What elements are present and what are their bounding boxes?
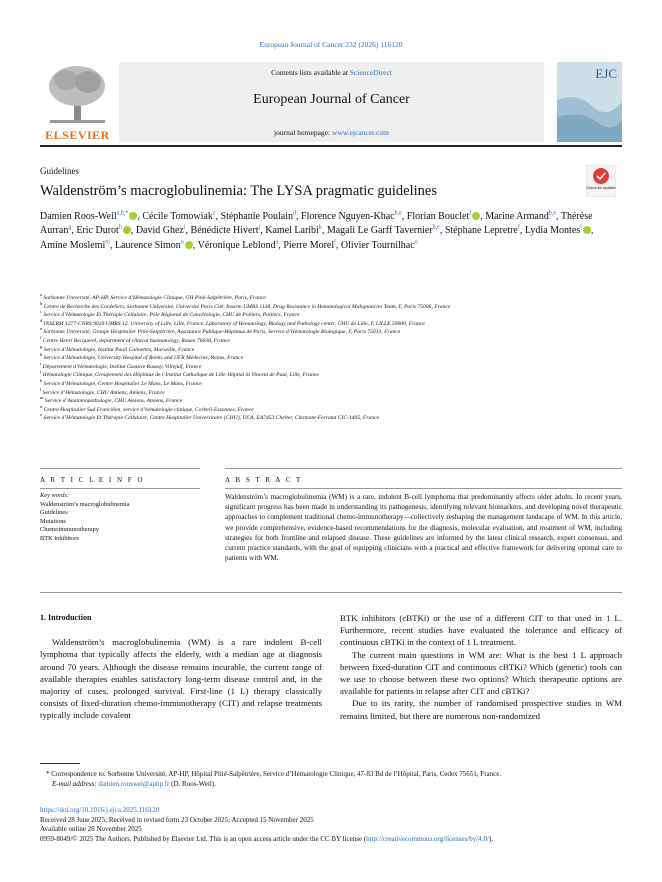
elsevier-wordmark: ELSEVIER	[45, 128, 110, 142]
author[interactable]: David Ghez	[135, 225, 184, 237]
affiliation-key: d	[40, 317, 43, 323]
doi-link[interactable]: https://doi.org/10.1016/j.ejca.2025.116120	[40, 806, 160, 814]
footnote-rule	[40, 763, 80, 764]
affiliation-key: f	[40, 335, 42, 341]
keyword: Waldenström’s macroglobulinemia	[40, 500, 130, 508]
author[interactable]: Laurence Simon	[114, 239, 181, 251]
orcid-icon[interactable]	[123, 226, 131, 234]
abstract-text: Waldenström’s macroglobulinemia (WM) is a rare, indolent B-cell lymphoma that predominantly affects older adults. In recent years, significant progress has been made in understanding its pathogenesis, identifying relevant biomarkers, and developing novel therapeutic approaches to complement traditional chemo-immunotherapy—collectively reshaping the management landscape of WM. In this article, we provide comprehensive, evidence-based recommendations for the diagnosis, molecular evaluation, and treatment of WM, including strategies for both frontline and relapsed disease. These guidelines are informed by the latest clinical research, expert consensus, and current practice standards, with the goal of equipping clinicians with a practical and effective framework for delivering optimal care to patients with WM.	[225, 493, 622, 563]
affiliation	[40, 300, 622, 315]
author-affiliation-marker[interactable]: f	[469, 210, 472, 217]
journal-reference[interactable]: European Journal of Cancer 232 (2026) 116120	[259, 40, 403, 49]
affiliation-key: c	[40, 309, 42, 315]
email-label: E-mail address:	[52, 780, 99, 788]
ejc-logo: EJC	[595, 66, 617, 81]
article-info-rule	[40, 468, 200, 469]
affiliation-key: k	[40, 378, 43, 384]
license-line: 0959-8049/© 2025 The Authors. Published by Elsevier Ltd. This is an open access article under the CC BY license (http://creativecommons.org/licenses/by/4.0/).	[40, 834, 494, 843]
orcid-icon[interactable]	[583, 226, 591, 234]
author[interactable]: Marine Armand	[485, 211, 549, 222]
author-affiliation-marker[interactable]: g	[68, 224, 72, 231]
affiliation	[40, 386, 622, 401]
keywords-label: Key words:	[40, 492, 70, 499]
article-info-heading: A R T I C L E I N F O	[40, 476, 145, 484]
homepage-line: journal homepage: www.ejcancer.com	[274, 128, 389, 137]
affiliation	[40, 354, 622, 363]
affiliation-key: b	[40, 300, 43, 306]
body-right-column	[340, 612, 622, 722]
affiliation-text: Centre Hospitalier Sud Francilien, service d’hématologie clinique, Corbeil-Essonnes, France	[43, 406, 254, 413]
affiliation	[40, 317, 622, 329]
author[interactable]: Pierre Morel	[283, 239, 335, 251]
author[interactable]: Cécile Tomowiak	[142, 211, 213, 222]
affiliation-text: Centre de Recherche des Cordeliers, Sorbonne Université, Université Paris Cité, Inserm UMRS 1138, Drug Resistance in Hematological Malignancies Team, F, Paris 75006, France	[43, 303, 451, 310]
banner-rule	[40, 145, 622, 147]
affiliation-key: g	[40, 343, 43, 349]
affiliation-text: Service d’Hématologie, Centre Hospitalier Le Mans, Le Mans, France	[43, 380, 202, 387]
abstract-rule-2	[225, 488, 622, 489]
affiliation-text: INSERM 1277-CNRS 9020 UMRS 12. University of Lille, Lille, France. Laboratory of Hematology, Biology and Pathology center, CHU de Lille, F, LILLE 59000, France	[43, 320, 425, 327]
affiliation	[40, 414, 622, 423]
author-affiliation-marker[interactable]: l	[334, 239, 336, 246]
author[interactable]: Damien Roos-Weil	[40, 211, 117, 222]
orcid-icon[interactable]	[129, 212, 137, 220]
affiliation	[40, 403, 622, 418]
affiliations-list	[40, 294, 622, 423]
body-left-column	[40, 612, 322, 722]
journal-name: European Journal of Cancer	[253, 92, 410, 107]
affiliation-text: Service d’Hématologie, University Hospital of Reims and UFR Médecine, Reims, France	[43, 355, 244, 362]
keyword: BTK inhibitors	[40, 534, 79, 542]
received-dates: Received 28 June 2025; Received in revised form 23 October 2025; Accepted 15 November 2025	[40, 815, 314, 824]
affiliation-key: l	[40, 386, 42, 392]
author-affiliation-marker[interactable]: c	[212, 210, 216, 217]
affiliation-key: h	[40, 352, 43, 358]
author-affiliation-marker[interactable]: f	[517, 224, 520, 231]
journal-banner	[40, 62, 622, 142]
author[interactable]: Véronique Leblond	[197, 239, 276, 251]
author-list: Damien Roos-Weil$^{a,b,*}$ , Cécile Tomowiak$^c$, Stéphanie Poulain$^d$, Florence Nguyen-Khac$^{b,e}$, Florian Bouclet$^f$ , Marine Armand$^{b,e}$, Thérèse Aurran$^g$, Eric Durot$^h$ , David Ghez$^i$, Bénédicte Hivert$^j$, Kamel Laribi$^k$, Magali Le Garff Tavernier$^{b,e}$, Stéphane Lepretre$^f$, Lydia Montes$^l$ , Amine Moslemi$^m$, Laurence Simon$^n$ , Véronique Leblond$^a$, Pierre Morel$^l$, Olivier Tournilhac$^o$	[40, 210, 594, 251]
author[interactable]: Bénédicte Hivert	[190, 225, 259, 237]
email-link[interactable]: damien.rooswei@aphp.fr	[98, 780, 170, 788]
affiliation-text: Hématologie Clinique, Groupement des Hôpitaux de l’Institut Catholique de Lille Hôpital St Vincent de Paul, Lille, France	[42, 372, 319, 379]
abstract-rule	[225, 468, 622, 469]
affiliation	[40, 311, 622, 320]
author-affiliation-marker[interactable]: d	[293, 210, 297, 217]
affiliation-key: n	[40, 403, 43, 409]
keyword: Chemoimmunotherapy	[40, 526, 99, 534]
affiliation	[40, 380, 622, 389]
keyword: Guidelines	[40, 509, 68, 517]
check-for-updates-label: Check for updates	[586, 186, 616, 190]
affiliation-key: j	[40, 369, 42, 375]
affiliation-text: Centre Henri Becquerel, department of clinical haematology, Rouen 76038, France	[42, 337, 230, 344]
keywords-block	[40, 492, 200, 544]
author-affiliation-marker[interactable]: o	[414, 239, 418, 246]
author-affiliation-marker[interactable]: b,e	[394, 210, 402, 217]
author[interactable]: Eric Durot	[76, 225, 119, 237]
author[interactable]: Amine Moslemi	[40, 239, 106, 251]
footnote-marker: *	[46, 770, 50, 778]
license-link[interactable]: http://creativecommons.org/licenses/by/4.0/	[366, 834, 489, 843]
affiliation	[40, 337, 622, 346]
section-heading-introduction: 1. Introduction	[40, 613, 92, 622]
author-affiliation-marker[interactable]: b,e	[548, 210, 557, 217]
affiliation-text: Service d’Hématologie, CHU Amiens, Amiens, France	[42, 389, 165, 396]
affiliation	[40, 371, 622, 380]
author[interactable]: Stéphane Lepretre	[444, 225, 518, 237]
author-affiliation-marker[interactable]: k	[318, 224, 322, 231]
contents-line: Contents lists available at ScienceDirect	[271, 68, 392, 77]
banner-center	[119, 62, 544, 142]
paragraph: Due to its rarity, the number of randomised prospective studies in WM remains limited, but there are numerous non-randomized	[340, 698, 622, 721]
author[interactable]: Stéphanie Poulain	[220, 211, 294, 222]
homepage-link[interactable]: www.ejcancer.com	[331, 128, 389, 137]
affiliation	[40, 343, 622, 358]
author-affiliation-marker[interactable]: h	[118, 224, 122, 231]
author-affiliation-marker[interactable]: n	[180, 239, 184, 246]
affiliation	[40, 328, 622, 337]
paragraph: The current main questions in WM are: What is the best 1 L approach between fixed-duration CIT and continuous cBTKi? Which (genetic) tools can we use to choose between these two options? Which therapeutic options are available for patients in relapse after CIT and cBTKi?	[340, 649, 622, 697]
author[interactable]: Kamel Laribi	[265, 225, 319, 237]
journal-cover-thumbnail	[557, 62, 622, 142]
abstract-heading: A B S T R A C T	[225, 476, 303, 484]
affiliation-text: Département d’Hématologie, Institut Gustave Roussy, Villejuif, France	[42, 363, 202, 370]
author-affiliation-marker[interactable]: j	[258, 224, 261, 231]
correspondence-footnote: * Correspondence to. Sorbonne Université, AP-HP, Hôpital Pitié-Salpêtrière, Service d’Hématologie Clinique, 47-83 Bd de l’Hôpital, Paris, Cedex 75651, France. E-mail address: damien.rooswei@aphp.fr (D. Roos-Weil).	[46, 770, 502, 788]
correspondence-text: Correspondence to. Sorbonne Université, AP-HP, Hôpital Pitié-Salpêtrière, Service d’Hématologie Clinique, 47-83 Bd de l’Hôpital, Paris, Cedex 75651, France.	[51, 770, 502, 778]
article-info-rule-2	[40, 488, 200, 489]
orcid-icon[interactable]	[472, 212, 480, 220]
available-online: Available online 28 November 2025	[40, 825, 142, 833]
author[interactable]: Florian Bouclet	[406, 211, 470, 222]
author-affiliation-marker[interactable]: b,e	[432, 224, 440, 231]
publication-info	[40, 806, 622, 844]
affiliation-key: m	[40, 395, 44, 401]
author[interactable]: Magali Le Garff Tavernier	[326, 225, 433, 237]
affiliation	[40, 397, 622, 406]
affiliation-text: Sorbonne Université, Groupe Hospitalier Pitié-Salpêtrière, Assistance Publique-Hôpitaux de Paris, Service d’Hématologie Biologique, F, Paris 75013, France	[43, 329, 401, 336]
affiliation-text: Sorbonne Université, AP-HP, Service d’Hématologie Clinique, GH Pitié-Salpêtrière, Paris, France	[43, 295, 266, 301]
check-for-updates-badge[interactable]	[586, 165, 616, 197]
author-affiliation-marker[interactable]: l	[580, 224, 582, 231]
affiliation	[40, 294, 622, 303]
affiliation-key: a	[40, 292, 42, 298]
author[interactable]: Olivier Tournilhac	[340, 239, 415, 251]
author-affiliation-marker[interactable]: i	[183, 224, 186, 231]
affiliation-key: i	[40, 360, 42, 366]
author-affiliation-marker[interactable]: a,b,*	[116, 210, 129, 217]
author-affiliation-marker[interactable]: m	[105, 239, 110, 246]
article-title: Waldenström’s macroglobulinemia: The LYSA pragmatic guidelines	[40, 183, 437, 199]
affiliation-key: e	[40, 326, 42, 332]
keyword: Mutations	[40, 517, 66, 525]
affiliation-text: Service d’Hématologie Et Thérapie Cellulaire, Centre Hospitalier Universitaire (CHU), UCA, EA7453 Chelter, Clermont-Ferrand CIC-1405, France	[43, 415, 380, 422]
paragraph: Waldenström’s macroglobulinemia (WM) is a rare indolent B-cell lymphoma that typically affects the elderly, with a median age at diagnosis around 70 years. Although the disease remains incurable, the current range of available therapies enables satisfactory long-term disease control and, in the majority of cases, prolonged survival. First-line (1 L) therapy classically consists of fixed-duration chemo-immunotherapy (CIT) and relapse treatments typically include covalent	[40, 637, 322, 721]
abstract-bottom-rule	[40, 592, 622, 593]
author-affiliation-marker[interactable]: a	[275, 239, 279, 246]
author[interactable]: Lydia Montes	[524, 225, 581, 237]
affiliation-text: Service d’Hématologie, Institut Paoli Calmettes, Marseille, France	[43, 346, 195, 353]
author[interactable]: Thérèse Aurran	[40, 211, 593, 237]
author[interactable]: Florence Nguyen-Khac	[301, 211, 395, 222]
article-section: Guidelines	[40, 166, 79, 176]
orcid-icon[interactable]	[185, 241, 193, 249]
sciencedirect-link[interactable]: ScienceDirect	[349, 68, 392, 77]
affiliation	[40, 360, 622, 375]
affiliation-key: o	[40, 412, 43, 418]
affiliation-text: Service d’Anatomopathologie, CHU Amiens, Amiens, France	[44, 398, 183, 405]
paragraph: BTK inhibitors (cBTKi) or the use of a different CIT to that used in 1 L. Furthermore, recent studies have evaluated the tolerance and efficacy of continuous cBTKi in the context of 1 L treatment.	[340, 613, 622, 648]
affiliation-text: Service d’Hématologie Et Thérapie Cellulaire, Pôle Régional de Cancérologie, CHU de Poitiers, Poitiers, France	[43, 312, 300, 319]
